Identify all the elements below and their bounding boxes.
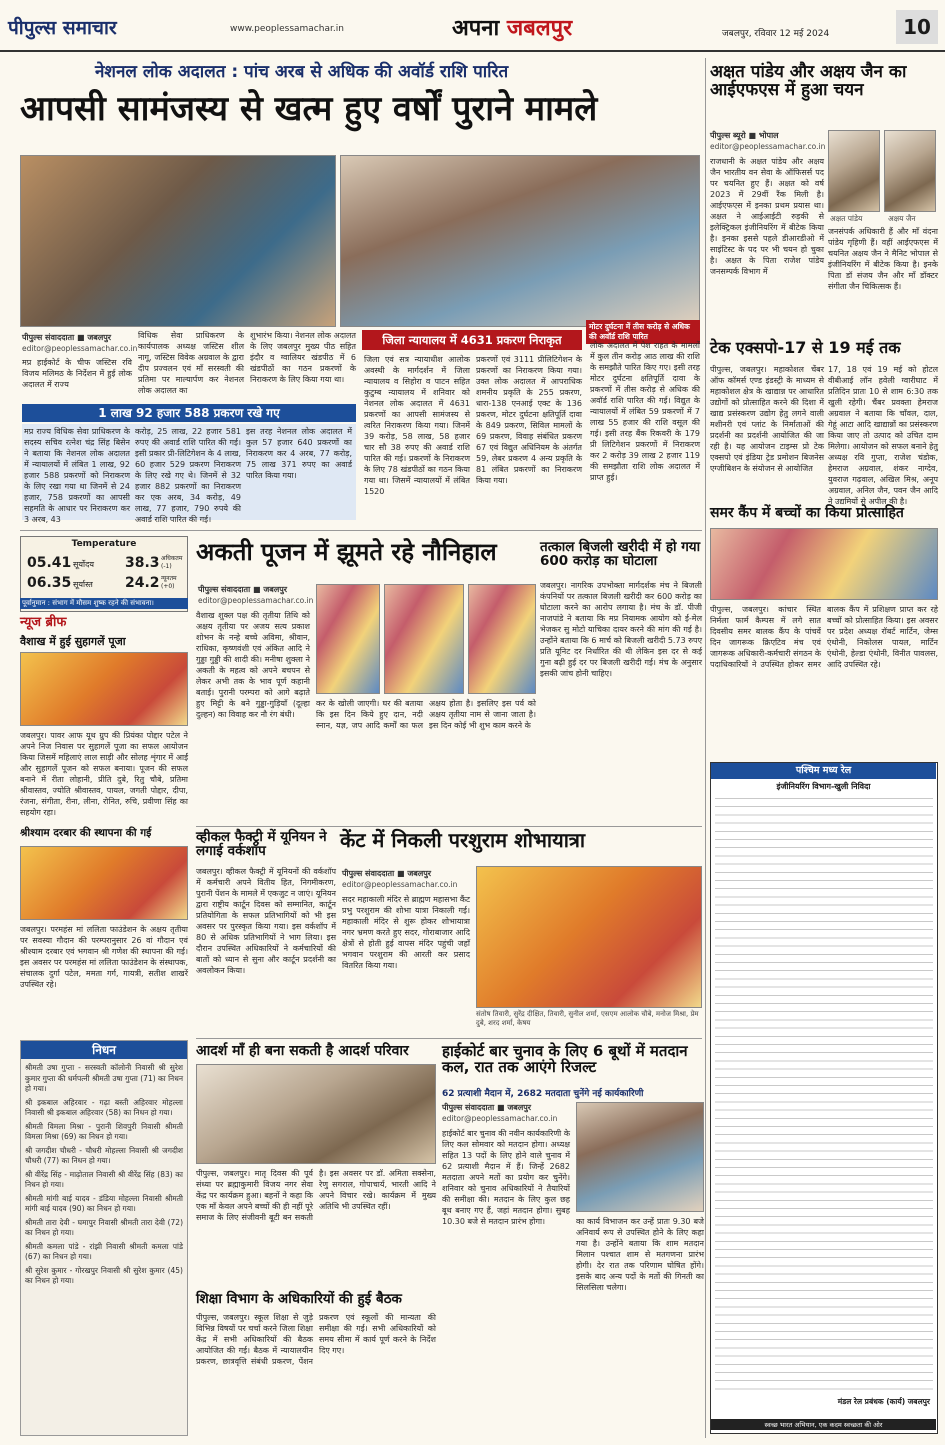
union-text: जबलपुर। व्हीकल फैक्ट्री में यूनियनों की वर्कशॉप में कर्मचारी अपने वितीय हित, निगमीकरण, पुरानी पेंशन के मामले में एकजुट न जाएं। यूनियन द्वारा राष्ट्रीय कार्टून दिवस को सम्मानित, कार्टून प्रतियोगिता के सफल प्रतिभागियों को भी इस अवसर पर पुरस्कृत किया गया। इस वर्कशॉप में 80 से अधिक प्रतिभागियों ने भाग लिया। इस दौरान उपस्थित अधिकारियों ने कर्मचारियों की बातों को ध्यान से सुना और कार्टून प्रदर्शनी का अवलोकन किया। [196,867,336,975]
pending-subhead: 1 लाख 92 हजार 588 प्रकरण रखे गए [22,404,356,422]
shiksha-text: पीपुल्स, जबलपुर। स्कूल शिक्षा से जुड़े विभिन्न विषयों पर चर्चा करने जिला शिक्षा केंद्र में सभी अधिकारियों की बैठक आयोजित की गई। बैठक में न्यायालयीन प्रकरण, छात्रवृत्ति संबंधी प्रकरण, पेंशन प्रकरण एवं स्कूलों की मान्यता की समीक्षा की गई। सभी अधिकारियों को समय सीमा में कार्य पूर्ण करने के निर्देश दिए गए। [196,1313,436,1366]
pending-col3: इस तरह नेशनल लोक अदालत में कुल 57 हजार 640 प्रकरणों का निराकरण कर 4 अरब, 77 करोड़, 75 लाख 371 रुपए का अवार्ड पारित किया गया। [246,427,352,480]
district-subhead: जिला न्यायालय में 4631 प्रकरण निराकृत [362,330,582,350]
lead-col3: शुभारंभ किया। नेशनल लोक अदालत के लिए जबलपुर मुख्य पीठ सहित इंदौर व ग्वालियर खंडपीठ में 6 खंडपीठों का गठन प्रकरणों के निराकरण के लिए किया गया था। [250,331,356,384]
akti-col2: कर के खोली जाएगी। घर की बताया कि इस दिन किये हुए दान, नदी स्नान, यज्ञ, जप आदि कर्मों का फल अक्षय होता है। इसलिए इस पर्व को अक्षय तृतीया नाम से जाना जाता है। इस दिन कोई भी शुभ काम करने के [316,699,536,730]
ips-byline: पीपुल्स ब्यूरो ■ भोपाल [710,131,779,140]
min-temp: 24.2 [125,575,160,591]
adarsh-text: पीपुल्स, जबलपुर। मातृ दिवस की पूर्व संध्या पर ब्रह्माकुमारी विजय नगर सेवा केंद्र पर कार्यक्रम हुआ। बहनों ने कहा कि एक माँ केवल अपने बच्चों की ही नहीं पूरे समाज के लिए संजीवनी बूटी बन सकती है। इस अवसर पर डॉ. अमिता सक्सेना, रेणु सगराल, गोपाचार्य, भारती आदि ने अपने विचार रखे। कार्यक्रम में मुख्य अतिथि भी उपस्थित रहीं। [196,1169,436,1222]
pending-col2: करोड़, 25 लाख, 22 हजार 581 रुपए की अवार्ड राशि पारित की गई। इसी प्रकार प्री-लिटिगेशन के 4 लाख, 60 हजार 529 प्रकरण निराकरण के लिए रखे गए थे। जिनमें से 32 हजार 882 प्रकरणों का निराकरण कर एक अरब, 34 करोड़, 49 लाख, 77 हजार, 790 रुपये की अवार्ड राशि पारित की गई। [135,427,241,524]
section-prefix: अपना [452,16,507,41]
tech-col1: पीपुल्स, जबलपुर। महाकोशल चेंबर ऑफ कॉमर्स एण्ड इंडस्ट्री के माध्यम से महाकोशल क्षेत्र के खाद्यान्न पर आधारित उद्योगों को प्रोत्साहित करने की दिशा में खाद्य प्रसंस्करण उद्योग हेतु लगने वाली मशीनरी एवं प्लांट के निर्माताओं की प्रदर्शनी का प्रदर्शनी आयोजित की जा रही है। यह आयोजन टाइम्स प्रो टेक एक्सपो एवं इंडिया ट्रेड प्रमोशन बिजनेस एग्जीबिशन के संयोजन से आयोजित [710,365,824,473]
obit-item: श्री जगदीश चौधरी - चौधरी मोहल्ला निवासी श्री जगदीश चौधरी (77) का निधन हो गया। [25,1145,183,1165]
obit-item: श्रीमती उषा गुप्ता - सरस्वती कॉलोनी निवासी श्री सुरेश कुमार गुप्ता की धर्मपत्नी श्रीमती उषा गुप्ता (71) का निधन हो गया। [25,1063,183,1093]
akti-email: editor@peoplessamachar.co.in [198,596,314,605]
column-divider [705,58,706,1438]
obit-list [25,1063,183,1433]
camp-text: पीपुल्स, जबलपुर। कांचार स्थित निर्मला फार्म कैम्पस में लगे सात दिवसीय समर बालक कैंप के पांचवें दिन जागरूक क्रिएटिव मंच एवं जागरूक अधिकारी-कर्मचारी संगठन के पदाधिकारियों ने उपस्थित होकर समर बालक कैंप में प्रशिक्षण प्राप्त कर रहे बच्चों को प्रोत्साहित किया। इस अवसर पर प्रदेश अध्यक्ष रॉबर्ट मार्टिन, जेम्स एंथोनी, निकोलस पायल, मार्टिन एंथोनी, हेल्डा एंथोनी, विनीत पावलस, आदि उपस्थित रहे। [710,605,938,669]
weather-label: Temperature [71,539,137,549]
lead-kicker: नेशनल लोक अदालत : पांच अरब से अधिक की अवॉर्ड राशि पारित [95,62,509,82]
lead-col1: मप्र हाईकोर्ट के चीफ जस्टिस रवि विजय मलिमठ के निर्देशन में हुई लोक अदालत में राज्य [22,358,132,389]
hc-sub: 62 प्रत्याशी मैदान में, 2682 मतदाता चुनेंगे नई कार्यकारिणी [442,1089,644,1099]
obit-item: श्री इकबाल अहिरवार - गढ़ा बस्ती अहिरवार मोहल्ला निवासी श्री इकबाल अहिरवार (58) का निधन हो गया। [25,1097,183,1117]
obit-item: श्रीमती मांगी बाई यादव - डंडिया मोहल्ला निवासी श्रीमती मांगी बाई यादव (90) का निधन हो गया। [25,1193,183,1213]
tech-headline: टेक एक्सपो-17 से 19 मई तक [710,338,901,357]
ips-text2: जनसंपर्क अधिकारी हैं और माँ वंदना पांडेय गृहिणी हैं। वहीं आईएफएस में चयनित अक्षय जैन ने मैनिट भोपाल से इंजीनियरिंग में बीटेक किया है। इनके पिता डॉ संजय जैन और माँ डॉक्टर संगीता जैन चिकित्सक हैं। [828,227,938,291]
hc-col2: का कार्य विभाजन कर उन्हें प्रातः 9.30 बजे अनिवार्य रूप से उपस्थित होने के लिए कहा गया है। उन्होंने बताया कि शाम मतदान मिलान पश्चात शाम से मतगणना प्रारंभ होगी। देर रात तक परिणाम घोषित होंगे। इसके बाद अन्य पदों के मतों की गिनती का सिलसिला चलेगा। [576,1217,704,1292]
obit-box [20,1040,188,1436]
hc-byline: पीपुल्स संवाददाता ■ जबलपुर [442,1103,532,1112]
tech-col2: 17, 18 एवं 19 मई को होटल वीबीआई लॉन हवेली ग्वारीघाट में प्रतिदिन प्रातः 10 से शाम 6:30 तक खुली रहेगी। चैंबर प्रवक्ता हेमराज अग्रवाल ने बताया कि चाँवल, दाल, गेहूं आटा आदि खाद्यान्नों का प्रसंस्करण किया जाए तो उत्पाद को उचित दाम मिलेगा। आयोजन को सफल बनाने हेतु अध्यक्ष रवि गुप्ता, राजेश चंडोक, हेमराज अग्रवाल, शंकर नाग्देव, युवराज गढ़वाल, अखिल मिश्र, अनूप अग्रवाल, अनिल जैन, पवन जैन आदि ने उद्यमियों से अपील की है। [828,365,938,506]
akti-photo-1 [316,584,380,694]
max-temp: 38.3 [125,555,160,571]
parshuram-photo [476,866,702,1008]
masthead [0,0,945,52]
notice-bottom: स्वच्छ भारत अभियान, एक कदम स्वच्छता की ओर [711,1419,936,1430]
obit-item: श्रीमती विमला मिश्रा - पुरानी शिवपुरी निवासी श्रीमती विमला मिश्रा (69) का निधन हो गया। [25,1121,183,1141]
ips-headline: अक्षत पांडेय और अक्षय जैन का आईएफएस में हुआ चयन [710,62,907,100]
hc-email: editor@peoplessamachar.co.in [442,1114,558,1123]
akti-headline: अकती पूजन में झूमते रहे नौनिहाल [196,538,497,566]
brief-t1: जबलपुर। पावर आफ यूथ ग्रुप की प्रियंका पोद्दार पटेल ने अपने निज निवास पर सुहागलें पूजा का सफल आयोजन किया जिसमें महिलाएं लाल साड़ी और सोलह शृंगार में आईं और सुहागलें पूजन को सफल बनाया। पूजन की सफल बनाने में रीता लोहानी, प्रीति दुबे, रितु चौबे, प्रतिमा श्रीवास्तव, ज्योति श्रीवास्तव, पायल, जगती पोद्दार, दीपा, रंजना, संगीता, रीना, लीना, रोनित, रुचि, प्रवीणा सिंह का सहयोग रहा। [20,731,188,817]
ips-email: editor@peoplessamachar.co.in [710,142,826,151]
obit-item: श्री वीरेंद्र सिंह - माढ़ोताल निवासी श्री वीरेंद्र सिंह (83) का निधन हो गया। [25,1169,183,1189]
hc-headline: हाईकोर्ट बार चुनाव के लिए 6 बूथों में मतदान कल, रात तक आएंगे रिजल्ट [442,1042,688,1076]
lead-email: editor@peoplessamachar.co.in [22,344,138,353]
lead-photo-badge: मोटर दुर्घटना में तीस करोड़ से अधिक की अवॉर्ड राशि पारित [586,320,700,344]
bijli-headline: तत्काल बिजली खरीदी में हो गया 600 करोड़ का घोटाला [540,539,701,570]
akti-byline: पीपुल्स संवाददाता ■ जबलपुर [198,585,288,594]
divider [196,1038,702,1039]
hc-photo [576,1102,704,1212]
shiksha-headline: शिक्षा विभाग के अधिकारियों की हुई बैठक [196,1291,402,1307]
notice-body [715,793,933,1393]
obit-item: श्रीमती कमला पांडे - रांझी निवासी श्रीमती कमला पांडे (67) का निधन हो गया। [25,1241,183,1261]
obit-item: श्रीमती तारा देवी - घमापुर निवासी श्रीमती तारा देवी (72) का निधन हो गया। [25,1217,183,1237]
min-label: न्यूनतम (+0) [161,575,177,590]
ips-caption-2: अक्षय जैन [888,214,916,223]
parshuram-email: editor@peoplessamachar.co.in [342,880,458,889]
sunset-time: 06.35 [27,575,72,591]
akti-col1: वैशाख शुक्ल पक्ष की तृतीया तिथि को अक्षय तृतीया पर अजय सत्य प्रकाश शोभन के नन्हे बच्चे अविमा, श्रीवान, राधिका, कृष्णवंशी एवं अंकित आदि ने गुड्डा गुड्डी की शादी की। मनीषा शुक्ला ने अकती के महत्व को अपने बचपन से लेकर अभी तक के भाव पूर्ण कहानी बताई। पुरानी परम्परा को आगे बढ़ाते हुए मिट्टी के बने गुड्डा-गुड़ियाँ (दूल्हा दुल्हन) का विवाह कर नौ रंग बंधी। [196,611,310,719]
notice-title: इंजीनियरिंग विभाग-खुली निविदा [776,782,871,791]
section-city: जबलपुर [506,16,573,41]
brief-t2: जबलपुर। परमहंस मां ललिता फाउंडेशन के अक्षय तृतीया पर सवस्या गौदान की परम्परानुसार 26 वां गौदान एवं श्रीश्याम दरबार एवं भगवान श्री गणेश की स्थापना की गई। इस अवसर पर परमहंस मां ललिता फाउंडेशन के संस्थापक, संचालक दुर्गा पटेल, ममता गर्ग, गायत्री, सतीश शाखरें उपस्थित रहे। [20,925,188,989]
lead-byline: पीपुल्स संवाददाता ■ जबलपुर [22,333,112,342]
sunrise-time: 05.41 [27,555,72,571]
dateline: जबलपुर, रविवार 12 मई 2024 [722,29,830,39]
union-headline: व्हीकल फैक्ट्री में यूनियन ने लगाई वर्कशॉप [196,829,327,860]
parshuram-byline: पीपुल्स संवाददाता ■ जबलपुर [342,869,432,878]
lead-photo-right [340,155,700,327]
divider [196,826,702,827]
obit-title: निधन [21,1041,187,1059]
obit-item: श्री सुरेश कुमार - गोरखपुर निवासी श्री सुरेश कुमार (45) का निधन हो गया। [25,1265,183,1285]
brand-logo: पीपुल्स समाचार [8,17,117,39]
lead-photo-left [20,155,336,327]
brief-title: न्यूज ब्रीफ [20,615,67,630]
district-col2: प्रकरणों एवं 3111 प्रीलिटिगेशन के प्रकरणों का निराकरण किया गया। उक्त लोक अदालत में आपराधिक शमनीय प्रकृति के 255 प्रकरण, धारा-138 एनआई एक्ट के 136 प्रकरण, मोटर दुर्घटना क्षतिपूर्ति दावा के 849 प्रकरण, सिविल मामलों के 69 प्रकरण, विवाह संबंधित प्रकरण 67 एवं विद्युत अधिनियम के अंतर्गत 59, लेबर प्रकरण 4 अन्य प्रकृति के 81 लंबित प्रकरणों का निराकरण किया गया। [476,355,582,485]
rail-notice [710,762,938,1434]
site-url: www.peoplessamachar.in [230,24,344,34]
divider [20,530,702,531]
parshuram-caption: संतोष तिवारी, सुरेंद्र दीक्षित, तिवारी, सुनील शर्मा, एसएम आलोक चौबे, मनोज मिश्रा, प्रेम दुबे, शरद शर्मा, केषय [476,1010,699,1027]
bijli-text: जबलपुर। नागरिक उपभोक्ता मार्गदर्शक मंच ने बिजली कंपनियों पर तत्काल बिजली खरीदी कर 600 करोड़ का घोटाला करने का आरोप लगाया है। मंच के डॉ. पीजी नाजपांडे ने बताया कि मप्र नियामक आयोग को ई-मेल भेजकर सु मोटो याचिका दायर करने की मांग की गई है। उन्होंने बताया कि 6 मार्च को बिजली खरीदी 5.73 रुपए प्रति यूनिट दर निर्धारित की थी लेकिन इस दर से कई गुना बढ़ी हुई दर पर बिजली खरीदी गई। मंच के अनुसार इसकी जांच होनी चाहिए। [540,581,702,678]
notice-footer: मंडल रेल प्रबंधक (कार्य) जबलपुर [837,1397,930,1406]
max-label: अधिकतम (-1) [161,555,183,570]
ips-text1: राजधानी के अक्षत पांडेय और अक्षय जैन भारतीय वन सेवा के ऑफिसर्स पद पर चयनित हुए हैं। अक्षत को वर्ष 2023 में 29वीं रैंक मिली है। आईएफएस में इनका प्रथम प्रयास था। अक्षत ने आईआईटी रुड़की से इलेक्ट्रिकल इंजीनियरिंग में बीटेक किया है। इनका इससे पहले डीआरडीओ में साइंटिस्ट के पद पर भी चयन हो चुका है। अक्षत के पिता राजेश पांडेय जनसम्पर्क विभाग में [710,157,824,276]
ips-photo-1 [828,130,880,212]
hc-col1: हाईकोर्ट बार चुनाव की नवीन कार्यकारिणी के लिए कल सोमवार को मतदान होगा। अध्यक्ष सहित 13 पदों के लिए होने वाले चुनाव में 62 प्रत्याशी मैदान में हैं। जिन्हें 2682 मतदाता अपने मतों का प्रयोग कर चुनेंगे। शनिवार को चुनाव अधिकारियों ने तैयारियों की समीक्षा की। मतदान के लिए कुल छह बूथ बनाए गए हैं, जहां मतदान होगा। सुबह 10.30 बजे से मतदान प्रारंभ होगा। [442,1129,570,1226]
adarsh-photo [196,1064,436,1164]
parshuram-text: सदर महाकाली मंदिर से ब्राह्मण महासभा कैंट प्रभु परशुराम की शोभा यात्रा निकाली गई। महाकाली मंदिर से शुरू होकर शोभायात्रा नगर भ्रमण करते हुए सदर, गोराबाजार आदि क्षेत्रों से होती हुई वापस मंदिर पहुंची जहाँ भगवान परशुराम की आरती कर प्रसाद वितरित किया गया। [342,895,471,970]
akti-photo-2 [384,584,464,694]
ips-caption-1: अक्षत पांडेय [830,214,863,223]
parshuram-headline: केंट में निकली परशुराम शोभायात्रा [340,828,586,852]
camp-headline: समर कैंप में बच्चों का किया प्रोत्साहित [710,505,904,521]
adarsh-headline: आदर्श माँ ही बना सकती है आदर्श परिवार [196,1043,409,1059]
motor-text: लोक अदालत में पेश राहत के मामलों में कुल तीन करोड़ आठ लाख की राशि के समझौते पारित किए गए। इसी तरह मोटर दुर्घटना क्षतिपूर्ति दावा के प्रकरणों में तीस करोड़ से अधिक की अवॉर्ड राशि पारित की गई। विद्युत के न्यायालयों में लंबित 59 प्रकरणों में 7 लाख 55 हजार की राशि वसूल की गई। इसी तरह बैंक रिकवरी के 179 प्री लिटिगेशन प्रकरणों में निराकरण कर 2 करोड़ 39 लाख 2 हजार 119 की समझौता राशि लोक अदालत में प्राप्त हुई। [590,341,700,482]
camp-photo [710,528,938,600]
brief-photo-1 [20,652,188,726]
district-col1: जिला एवं सत्र न्यायाधीश आलोक अवस्थी के मार्गदर्शन में जिला न्यायालय व सिहोरा व पाटन सहित कुटुम्ब न्यायालय में शनिवार को नेशनल लोक अदालत में 4631 प्रकरणों का आपसी सामंजस्य से त्वरित निराकरण किया गया। जिनमें 39 करोड़, 58 लाख, 58 हजार चार सौ 38 रुपए की अवार्ड राशि पारित की गई। प्रकरणों के निराकरण के लिए 78 खंडपीठों का गठन किया गया था। जिसमें न्यायालयों में लंबित 1520 [364,355,470,496]
lead-col2: विधिक सेवा प्राधिकरण के कार्यपालक अध्यक्ष जस्टिस शील नागू, जस्टिस विवेक अग्रवाल के द्वारा दीप प्रज्वलन एवं माँ सरस्वती की प्रतिमा पर माल्यार्पण कर नेशनल लोक अदालत का [138,331,244,395]
brief-h1: वैशाख में हुई सुहागलें पूजा [20,635,126,648]
lead-headline: आपसी सामंजस्य से खत्म हुए वर्षों पुराने मामले [20,89,598,129]
sunrise-label: सूर्योदय [73,560,95,569]
section-title [452,12,572,42]
weather-forecast: पूर्वानुमान : संभाग में मौसम शुष्क रहने की संभावना। [20,598,188,609]
pending-col1: मप्र राज्य विधिक सेवा प्राधिकरण के सदस्य सचिव रत्नेश चंद्र सिंह बिसेन ने बताया कि नेशनल लोक अदालत में न्यायालयों में लंबित 1 लाख, 92 हजार 588 प्रकरणों को निराकरण के लिए रखा गया था जिनमें से 24 हजार, 758 प्रकरणों का आपसी सहमति के आधार पर निराकरण कर 3 अरब, 43 [24,427,130,524]
brief-photo-2 [20,846,188,920]
sunset-label: सूर्यास्त [73,580,93,589]
page-number: 10 [896,10,938,44]
akti-photo-3 [468,584,536,694]
ips-photo-2 [884,130,936,212]
brief-h2: श्रीश्याम दरबार की स्थापना की गई [20,827,152,839]
notice-header: पश्चिम मध्य रेल [711,763,936,779]
